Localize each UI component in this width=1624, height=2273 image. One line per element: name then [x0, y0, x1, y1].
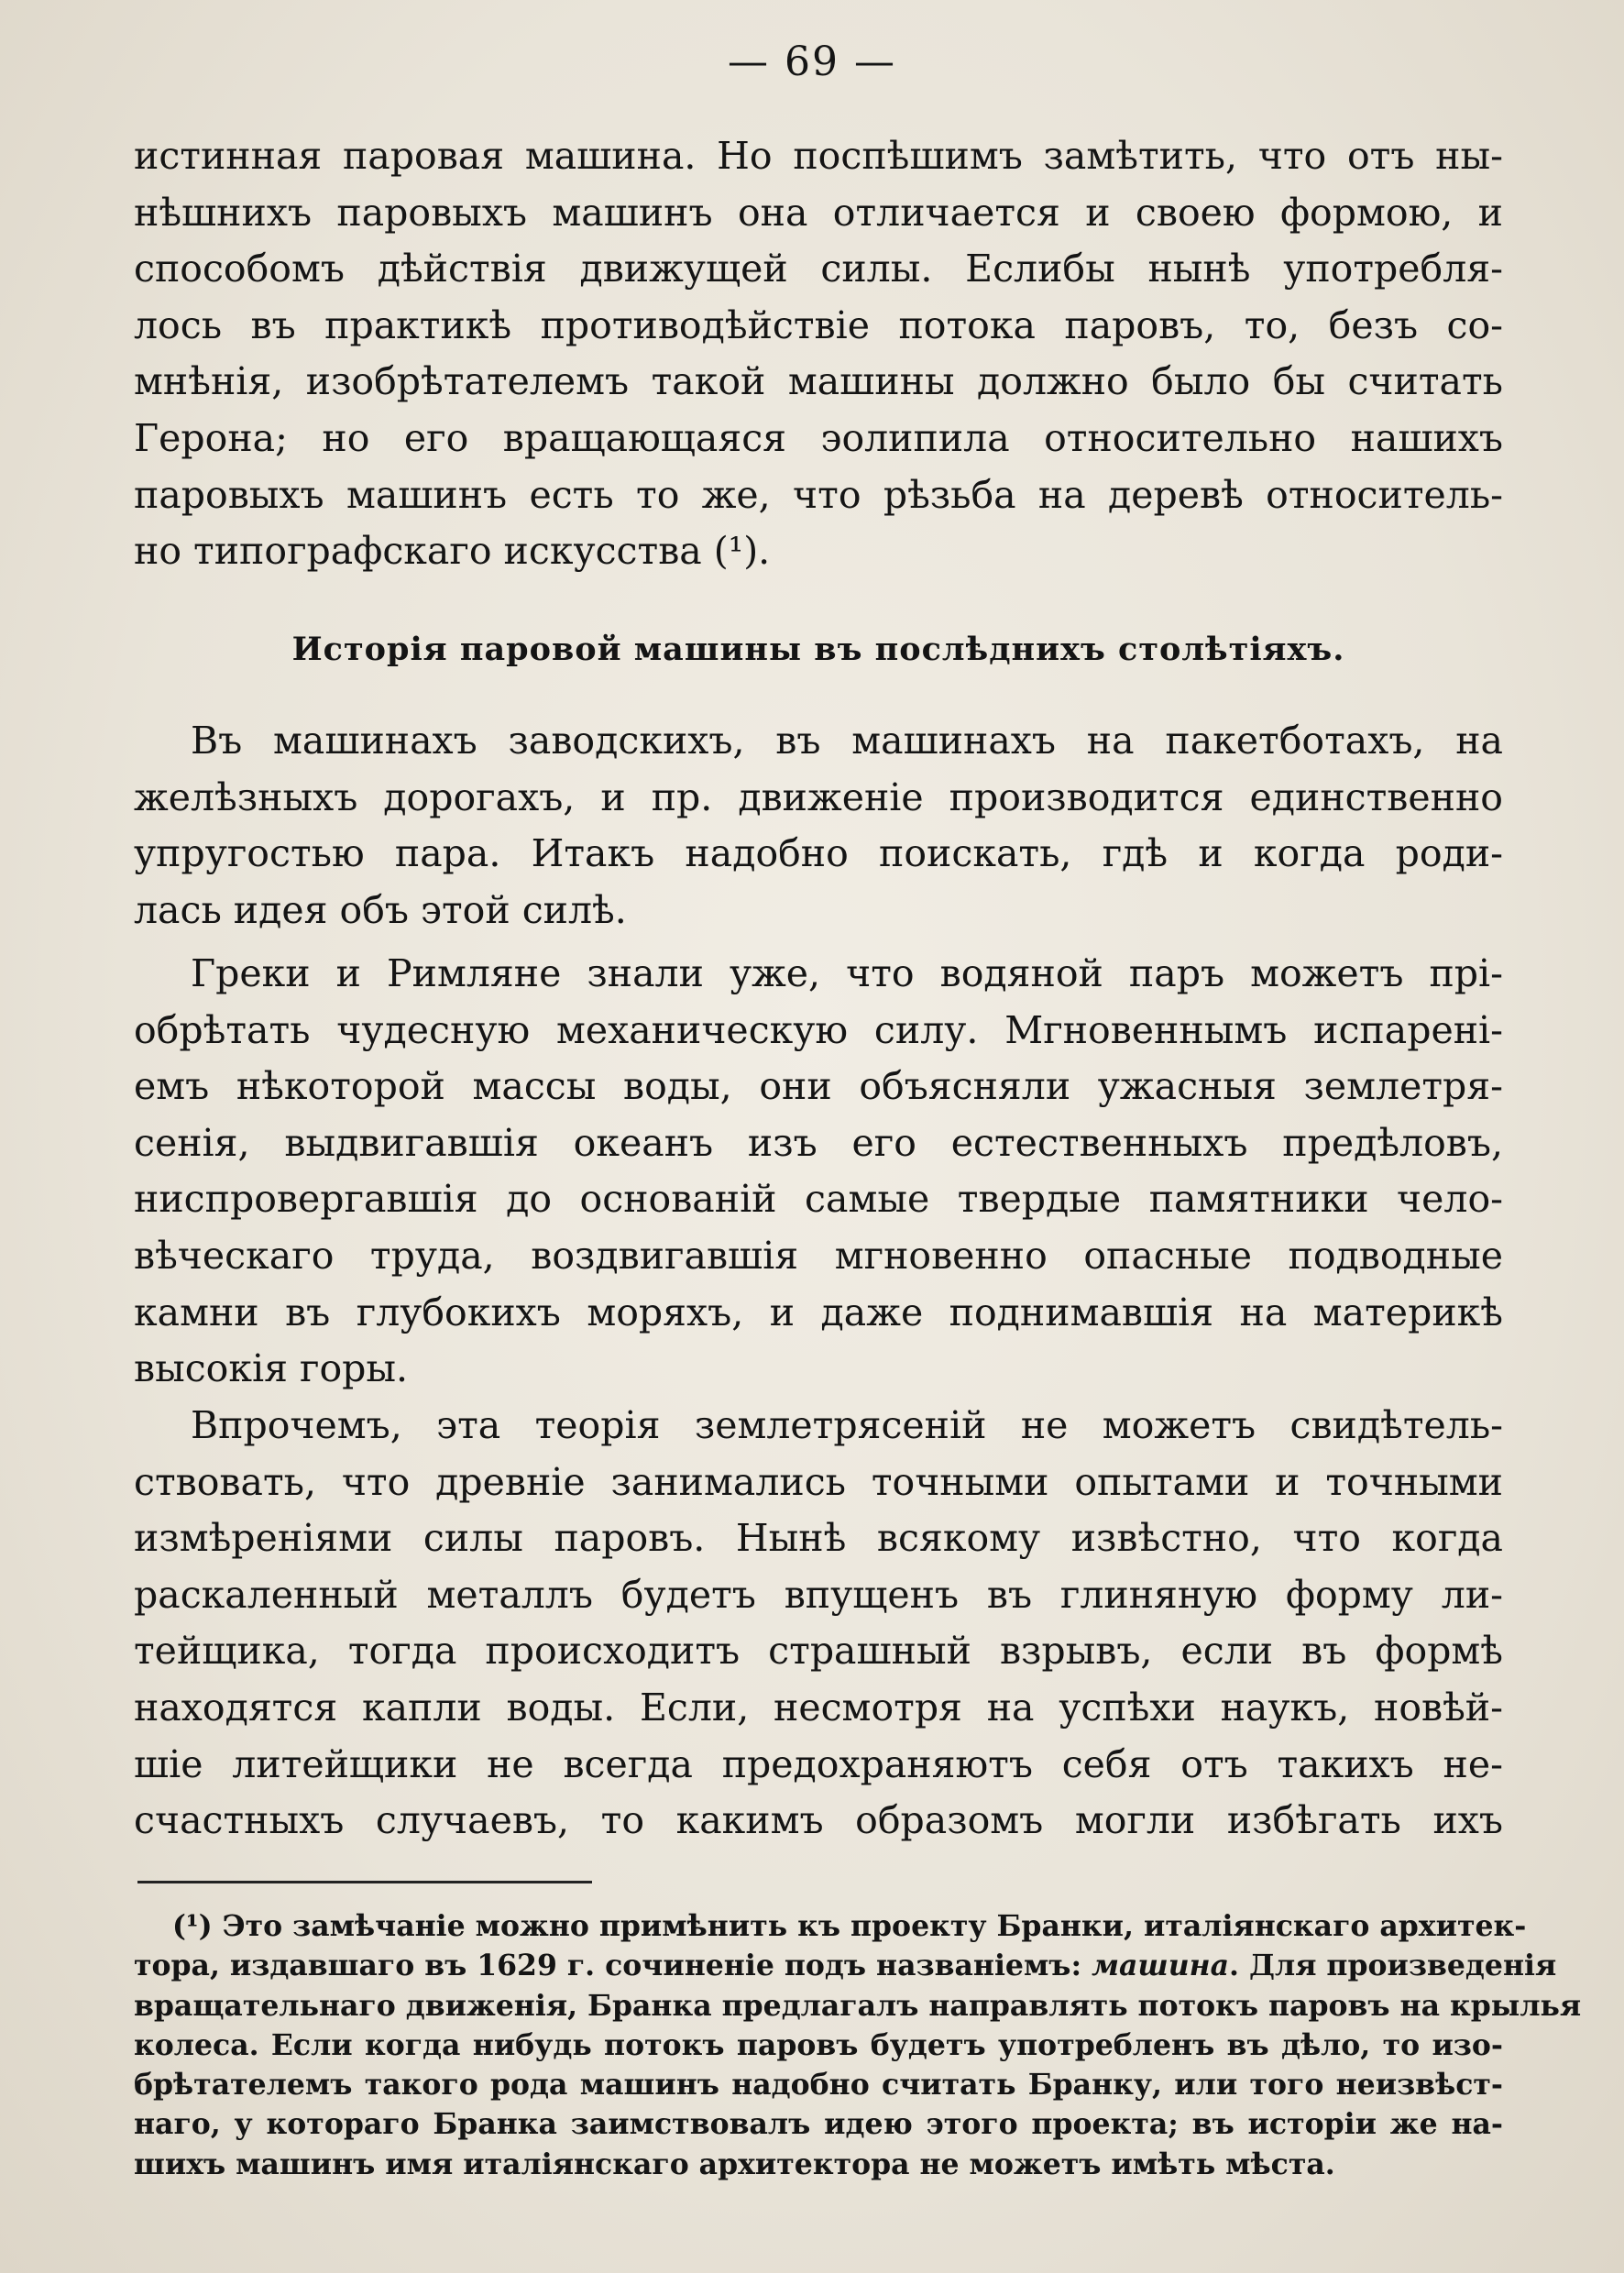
footnote	[134, 1906, 1582, 2184]
text-line: сенія, выдвигавшія океанъ изъ его естественныхъ предѣловъ,	[134, 1120, 1503, 1165]
text-line: емъ нѣкоторой массы воды, они объясняли ужасныя землетря-	[134, 1064, 1503, 1109]
text-line: Впрочемъ, эта теорія землетрясеній не можетъ свидѣтель-	[191, 1403, 1503, 1447]
footnote-line: колеса. Если когда нибудь потокъ паровъ будетъ употребленъ въ дѣло, то изо-	[134, 2027, 1503, 2062]
paragraph-3	[134, 1398, 1503, 1850]
footnote-line: наго, у котораго Бранка заимствовалъ идею этого проекта; въ исторіи же на-	[134, 2107, 1503, 2142]
text-line: тейщика, тогда происходитъ страшный взрывъ, если въ формѣ	[134, 1629, 1503, 1674]
footnote-line: вращательнаго движенія, Бранка предлагалъ направлять потокъ паровъ на крылья	[134, 1988, 1582, 2023]
text-line: упругостью пара. Итакъ надобно поискать, гдѣ и когда роди-	[134, 831, 1503, 876]
text-line: измѣреніями силы паровъ. Нынѣ всякому извѣстно, что когда	[134, 1516, 1503, 1561]
text-line: паровыхъ машинъ есть то же, что рѣзьба на деревѣ относитель-	[134, 472, 1503, 517]
text-line: но типографскаго искусства (¹).	[134, 529, 771, 574]
footnote-italic-term: машина	[1092, 1949, 1230, 1983]
text-line: лась идея объ этой силѣ.	[134, 887, 627, 932]
section-heading: Исторія паровой машины въ послѣднихъ столѣтіяхъ.	[291, 631, 1345, 668]
text-line: способомъ дѣйствія движущей силы. Еслибы нынѣ употребля-	[134, 247, 1503, 291]
text-line: раскаленный металлъ будетъ впущенъ въ глиняную форму ли-	[134, 1572, 1503, 1617]
paragraph-2	[134, 946, 1503, 1398]
text-line: счастныхъ случаевъ, то какимъ образомъ могли избѣгать ихъ	[134, 1798, 1503, 1843]
text-line: ниспровергавшія до основаній самые твердые памятники чело-	[134, 1177, 1503, 1222]
text-line: обрѣтать чудесную механическую силу. Мгновеннымъ испарені-	[134, 1007, 1503, 1052]
text-line: вѣческаго труда, воздвигавшія мгновенно опасные подводные	[134, 1233, 1503, 1278]
text-line: нѣшнихъ паровыхъ машинъ она отличается и своею формою, и	[134, 190, 1503, 235]
text-line: находятся капли воды. Если, несмотря на успѣхи наукъ, новѣй-	[134, 1685, 1503, 1729]
text-line: Въ машинахъ заводскихъ, въ машинахъ на пакетботахъ, на	[191, 719, 1503, 763]
top-paragraph	[134, 128, 1503, 580]
text-line: желѣзныхъ дорогахъ, и пр. движеніе производится единственно	[134, 774, 1503, 819]
footnote-line: (¹) Это замѣчаніе можно примѣнить къ проекту Бранки, италіянскаго архитек-	[172, 1909, 1527, 1943]
footnote-line	[134, 1946, 1557, 1985]
text-line: мнѣнія, изобрѣтателемъ такой машины должно было бы считать	[134, 359, 1503, 404]
text-line: высокія горы.	[134, 1346, 409, 1391]
footnote-line: брѣтателемъ такого рода машинъ надобно считать Бранку, или того неизвѣст-	[134, 2068, 1503, 2103]
footnote-divider	[137, 1881, 592, 1883]
footnote-text: тора, издавшаго въ 1629 г. сочиненіе подъ названіемъ:	[134, 1949, 1092, 1983]
text-line: Греки и Римляне знали уже, что водяной паръ можетъ прі-	[191, 951, 1503, 995]
paragraph-1	[134, 713, 1503, 939]
page-number: — 69 —	[728, 38, 896, 85]
text-line: камни въ глубокихъ моряхъ, и даже поднимавшія на материкѣ	[134, 1290, 1503, 1334]
text-line: ствовать, что древніе занимались точными опытами и точными	[134, 1459, 1503, 1504]
footnote-line: шихъ машинъ имя италіянскаго архитектора не можетъ имѣть мѣста.	[134, 2147, 1335, 2181]
text-line: истинная паровая машина. Но поспѣшимъ замѣтить, что отъ ны-	[134, 134, 1503, 178]
text-line: лось въ практикѣ противодѣйствіе потока паровъ, то, безъ со-	[134, 302, 1503, 347]
footnote-text: . Для произведенія	[1229, 1949, 1557, 1983]
text-line: Герона; но его вращающаяся эолипила относительно нашихъ	[134, 415, 1503, 460]
text-line: шіе литейщики не всегда предохраняютъ себя отъ такихъ не-	[134, 1741, 1503, 1786]
